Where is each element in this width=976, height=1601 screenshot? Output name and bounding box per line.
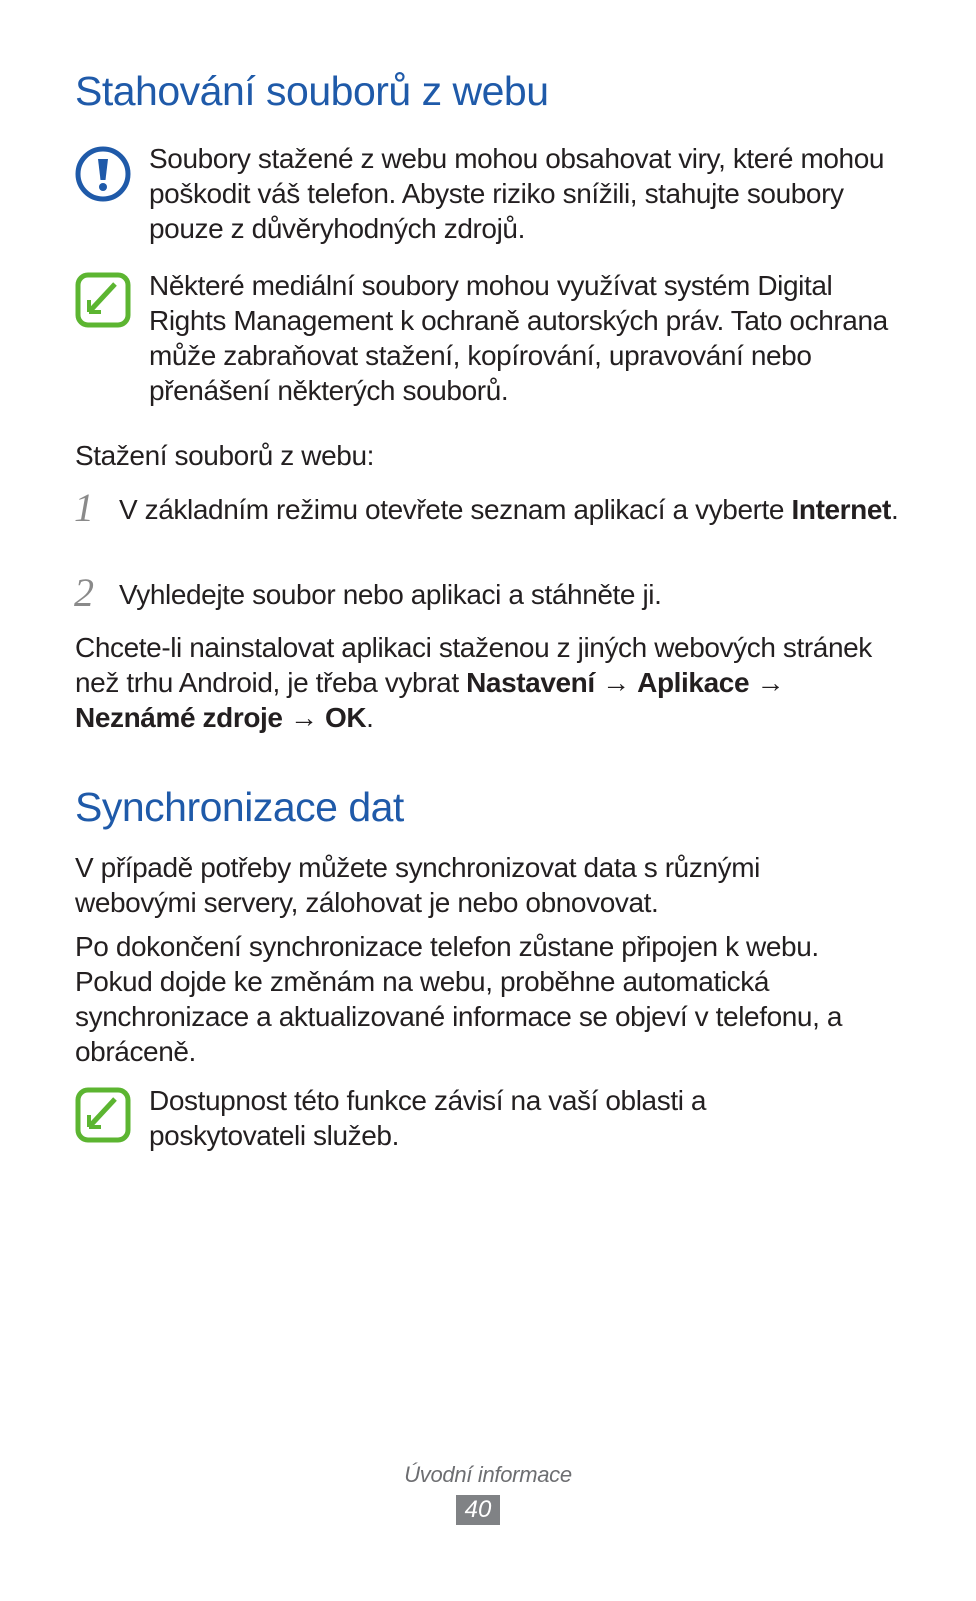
section-title-sync: Synchronizace dat: [75, 784, 404, 830]
sync-paragraph-1: V případě potřeby můžete synchronizovat data s různými webovými servery, zálohovat je nebo obnovovat.: [75, 852, 760, 918]
section-title-downloading: Stahování souborů z webu: [75, 68, 549, 114]
step-2-number: 2: [74, 570, 94, 615]
page-number-badge: 40: [456, 1495, 500, 1525]
internet-label: Internet: [791, 494, 891, 525]
install-instructions: Chcete-li nainstalovat aplikaci staženou z jiných webových stránek než trhu Android, je třeba vybrat Nastavení → Aplikace → Neznámé zdroje → OK.: [75, 632, 872, 733]
step-1-number: 1: [74, 485, 94, 530]
pencil-note-icon: [75, 272, 131, 328]
pencil-note-icon: [75, 1087, 131, 1143]
step-1-text: V základním režimu otevřete seznam aplikací a vyberte Internet.: [119, 494, 899, 525]
warning-text: Soubory stažené z webu mohou obsahovat viry, které mohou poškodit váš telefon. Abyste riziko snížili, stahujte soubory pouze z důvěryhodných zdrojů.: [149, 143, 885, 244]
sync-paragraph-2: Po dokončení synchronizace telefon zůstane připojen k webu. Pokud dojde ke změnám na webu, proběhne automatická synchronizace a aktualizované informace se objeví v telefonu, a obráceně.: [75, 931, 843, 1067]
availability-note-text: Dostupnost této funkce závisí na vaší oblasti a poskytovateli služeb.: [149, 1085, 707, 1151]
step-2-text: Vyhledejte soubor nebo aplikaci a stáhněte ji.: [119, 579, 662, 610]
exclamation-circle-icon: [75, 146, 131, 202]
download-intro: Stažení souborů z webu:: [75, 440, 374, 471]
footer-section-label: Úvodní informace: [404, 1462, 572, 1487]
drm-note-text: Některé mediální soubory mohou využívat systém Digital Rights Management k ochraně autorských práv. Tato ochrana může zabraňovat stažení, kopírování, upravování nebo přenášení některých souborů.: [149, 270, 888, 406]
